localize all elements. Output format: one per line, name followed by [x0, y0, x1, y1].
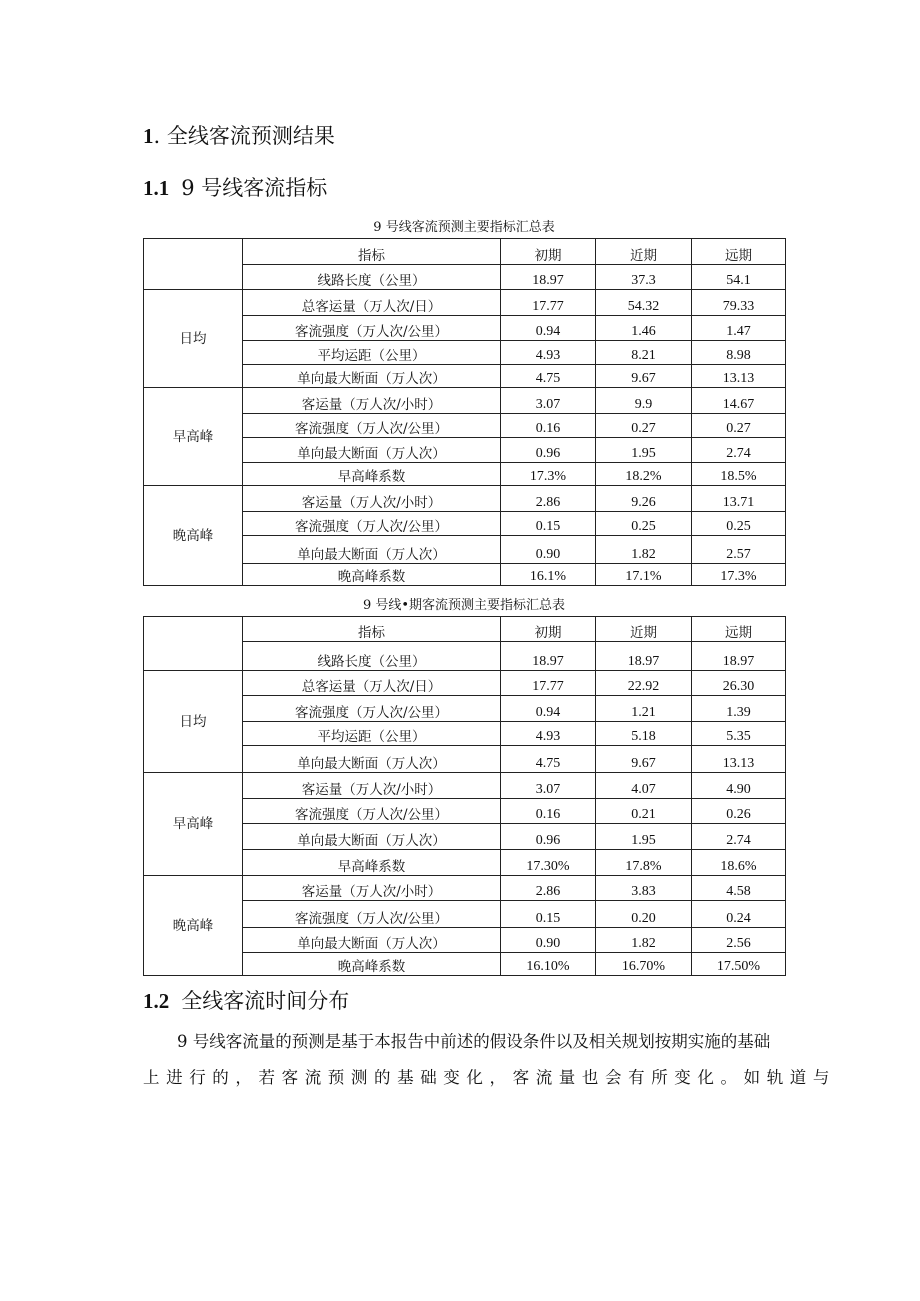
- value-near: 17.1%: [596, 564, 692, 586]
- row-label: 客流强度（万人次/公里）: [243, 414, 501, 438]
- table-row: [144, 876, 786, 901]
- value-near: 9.67: [596, 746, 692, 773]
- value-initial: 0.94: [501, 316, 596, 341]
- value-far: 13.71: [692, 486, 786, 512]
- row-label: 客运量（万人次/小时）: [243, 486, 501, 512]
- value-initial: 17.77: [501, 290, 596, 316]
- heading-text: 全线客流时间分布: [181, 989, 350, 1013]
- value-initial: 0.90: [501, 536, 596, 564]
- value-near: 1.46: [596, 316, 692, 341]
- body-paragraph: [143, 1024, 836, 1096]
- value-far: 79.33: [692, 290, 786, 316]
- value-initial: 2.86: [501, 486, 596, 512]
- value-far: 2.56: [692, 928, 786, 953]
- row-label: 晚高峰系数: [243, 953, 501, 976]
- value-near: 0.25: [596, 512, 692, 536]
- value-initial: 18.97: [501, 642, 596, 671]
- value-far: 2.74: [692, 824, 786, 850]
- value-near: 54.32: [596, 290, 692, 316]
- row-label: 客流强度（万人次/公里）: [243, 316, 501, 341]
- value-near: 18.2%: [596, 463, 692, 486]
- heading-number: 1.2: [143, 989, 170, 1013]
- section-heading-1-2: [143, 985, 349, 1017]
- value-initial: 17.30%: [501, 850, 596, 876]
- row-label: 客流强度（万人次/公里）: [243, 799, 501, 824]
- value-far: 4.58: [692, 876, 786, 901]
- value-far: 18.6%: [692, 850, 786, 876]
- empty-corner-cell: [144, 617, 243, 671]
- value-far: 1.47: [692, 316, 786, 341]
- row-label: 单向最大断面（万人次）: [243, 536, 501, 564]
- row-label: 线路长度（公里）: [243, 265, 501, 290]
- value-near: 9.9: [596, 388, 692, 414]
- group-label-morning-peak: 早高峰: [144, 388, 243, 486]
- value-near: 3.83: [596, 876, 692, 901]
- empty-corner-cell: [144, 239, 243, 290]
- row-label: 单向最大断面（万人次）: [243, 824, 501, 850]
- table2-caption: 9 号线•期客流预测主要指标汇总表: [362, 598, 566, 613]
- value-initial: 17.3%: [501, 463, 596, 486]
- row-label: 早高峰系数: [243, 463, 501, 486]
- value-far: 17.50%: [692, 953, 786, 976]
- value-near: 22.92: [596, 671, 692, 696]
- value-near: 9.26: [596, 486, 692, 512]
- group-label-evening-peak: 晚高峰: [144, 876, 243, 976]
- value-initial: 4.75: [501, 746, 596, 773]
- row-label: 线路长度（公里）: [243, 642, 501, 671]
- heading-number: 1: [143, 124, 154, 148]
- value-initial: 0.16: [501, 414, 596, 438]
- header-near: 近期: [596, 617, 692, 642]
- value-near: 0.27: [596, 414, 692, 438]
- table-row: [144, 773, 786, 799]
- row-label: 单向最大断面（万人次）: [243, 438, 501, 463]
- value-near: 1.95: [596, 438, 692, 463]
- value-initial: 0.94: [501, 696, 596, 722]
- value-initial: 0.96: [501, 438, 596, 463]
- value-far: 0.27: [692, 414, 786, 438]
- value-initial: 0.15: [501, 901, 596, 928]
- heading-text: . 全线客流预测结果: [153, 124, 335, 148]
- group-label-evening-peak: 晚高峰: [144, 486, 243, 586]
- value-far: 54.1: [692, 265, 786, 290]
- header-initial: 初期: [501, 617, 596, 642]
- value-far: 5.35: [692, 722, 786, 746]
- table-row: [144, 486, 786, 512]
- group-label-daily: 日均: [144, 671, 243, 773]
- paragraph-line-1: 9 号线客流量的预测是基于本报告中前述的假设条件以及相关规划按期实施的基础: [177, 1032, 771, 1051]
- value-near: 37.3: [596, 265, 692, 290]
- value-far: 0.25: [692, 512, 786, 536]
- value-far: 14.67: [692, 388, 786, 414]
- row-label: 客流强度（万人次/公里）: [243, 696, 501, 722]
- value-far: 0.26: [692, 799, 786, 824]
- table-row: [144, 671, 786, 696]
- value-initial: 18.97: [501, 265, 596, 290]
- value-near: 0.21: [596, 799, 692, 824]
- value-initial: 3.07: [501, 388, 596, 414]
- header-initial: 初期: [501, 239, 596, 265]
- row-label: 客运量（万人次/小时）: [243, 876, 501, 901]
- section-heading-1: [143, 120, 335, 152]
- row-label: 客运量（万人次/小时）: [243, 773, 501, 799]
- value-initial: 16.10%: [501, 953, 596, 976]
- table-header-row: [144, 617, 786, 642]
- row-label: 平均运距（公里）: [243, 341, 501, 365]
- value-initial: 2.86: [501, 876, 596, 901]
- row-label: 总客运量（万人次/日）: [243, 290, 501, 316]
- value-far: 13.13: [692, 365, 786, 388]
- value-far: 17.3%: [692, 564, 786, 586]
- value-initial: 4.93: [501, 722, 596, 746]
- row-label: 客流强度（万人次/公里）: [243, 901, 501, 928]
- value-far: 8.98: [692, 341, 786, 365]
- value-initial: 4.93: [501, 341, 596, 365]
- table1-caption: 9 号线客流预测主要指标汇总表: [373, 220, 555, 235]
- row-label: 单向最大断面（万人次）: [243, 365, 501, 388]
- heading-number: 1.1: [143, 176, 170, 200]
- value-far: 26.30: [692, 671, 786, 696]
- section-heading-1-1: [143, 172, 327, 204]
- table-header-row: [144, 239, 786, 265]
- value-near: 17.8%: [596, 850, 692, 876]
- value-near: 4.07: [596, 773, 692, 799]
- header-near: 近期: [596, 239, 692, 265]
- value-far: 0.24: [692, 901, 786, 928]
- value-far: 1.39: [692, 696, 786, 722]
- header-far: 远期: [692, 239, 786, 265]
- value-initial: 0.96: [501, 824, 596, 850]
- value-far: 18.97: [692, 642, 786, 671]
- value-near: 1.82: [596, 928, 692, 953]
- row-label: 客流强度（万人次/公里）: [243, 512, 501, 536]
- value-near: 0.20: [596, 901, 692, 928]
- table-row: [144, 388, 786, 414]
- group-label-daily: 日均: [144, 290, 243, 388]
- table-row: [144, 290, 786, 316]
- header-indicator: 指标: [243, 239, 501, 265]
- row-label: 客运量（万人次/小时）: [243, 388, 501, 414]
- value-near: 18.97: [596, 642, 692, 671]
- value-far: 2.74: [692, 438, 786, 463]
- value-far: 2.57: [692, 536, 786, 564]
- value-far: 18.5%: [692, 463, 786, 486]
- value-initial: 0.15: [501, 512, 596, 536]
- value-initial: 0.16: [501, 799, 596, 824]
- value-near: 16.70%: [596, 953, 692, 976]
- value-near: 1.82: [596, 536, 692, 564]
- value-near: 5.18: [596, 722, 692, 746]
- value-initial: 17.77: [501, 671, 596, 696]
- value-near: 1.21: [596, 696, 692, 722]
- row-label: 单向最大断面（万人次）: [243, 746, 501, 773]
- value-initial: 0.90: [501, 928, 596, 953]
- row-label: 总客运量（万人次/日）: [243, 671, 501, 696]
- table1: [143, 238, 786, 586]
- value-initial: 16.1%: [501, 564, 596, 586]
- row-label: 单向最大断面（万人次）: [243, 928, 501, 953]
- row-label: 早高峰系数: [243, 850, 501, 876]
- value-far: 4.90: [692, 773, 786, 799]
- row-label: 晚高峰系数: [243, 564, 501, 586]
- value-initial: 4.75: [501, 365, 596, 388]
- value-far: 13.13: [692, 746, 786, 773]
- row-label: 平均运距（公里）: [243, 722, 501, 746]
- header-far: 远期: [692, 617, 786, 642]
- value-near: 1.95: [596, 824, 692, 850]
- table2: [143, 616, 786, 976]
- group-label-morning-peak: 早高峰: [144, 773, 243, 876]
- value-near: 9.67: [596, 365, 692, 388]
- paragraph-line-2: 上进行的，若客流预测的基础变化，客流量也会有所变化。如轨道与: [143, 1068, 836, 1087]
- header-indicator: 指标: [243, 617, 501, 642]
- value-initial: 3.07: [501, 773, 596, 799]
- value-near: 8.21: [596, 341, 692, 365]
- heading-text: 9 号线客流指标: [181, 176, 328, 200]
